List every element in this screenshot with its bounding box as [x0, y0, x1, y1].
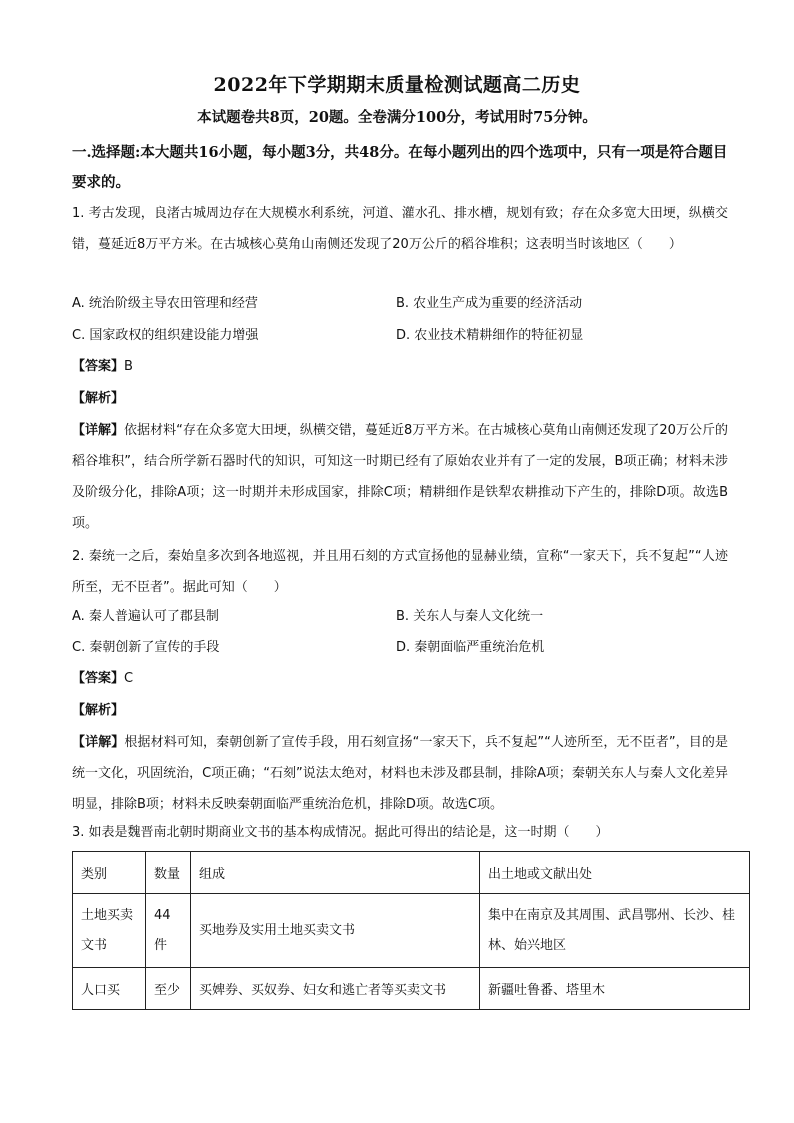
question-2-answer [72, 669, 133, 689]
question-1-option-d: D. 农业技术精耕细作的特征初显 [396, 328, 584, 343]
table-header-row [73, 852, 750, 894]
question-2-option-d: D. 秦朝面临严重统治危机 [396, 640, 545, 655]
question-1-option-a: A. 统治阶级主导农田管理和经营 [72, 296, 258, 311]
page-subtitle: 本试题卷共8页，20题。全卷满分100分，考试用时75分钟。 [197, 109, 597, 126]
detail-label: 【详解】 [72, 423, 125, 438]
table-row [73, 894, 750, 968]
table-header-cell: 组成 [191, 852, 480, 894]
answer-label: 【答案】 [72, 359, 125, 374]
commerce-document-table [72, 851, 750, 1010]
page-title: 2022年下学期期末质量检测试题高二历史 [213, 74, 581, 96]
detail-text: 根据材料可知，秦朝创新了宣传手段，用石刻宣扬“一家天下，兵不复起”“人迹所至，无不臣者”，目的是统一文化，巩固统治，C项正确；“石刻”说法太绝对，材料也未涉及郡县制，排除A项；秦朝关东人与秦人文化差异明显，排除B项；材料未反映秦朝面临严重统治危机，排除D项。故选C项。 [72, 735, 728, 812]
question-2-analysis-label [72, 701, 124, 721]
table-cell: 集中在南京及其周围、武昌鄂州、长沙、桂林、始兴地区 [480, 894, 750, 968]
table-cell: 新疆吐鲁番、塔里木 [480, 968, 750, 1010]
question-2-option-c: C. 秦朝创新了宣传的手段 [72, 640, 220, 655]
question-2-stem: 2. 秦统一之后，秦始皇多次到各地巡视，并且用石刻的方式宣扬他的显赫业绩，宣称“一家天下，兵不复起”“人迹所至，无不臣者”。据此可知（ ） [72, 549, 728, 595]
table-row [73, 968, 750, 1010]
question-1-option-c: C. 国家政权的组织建设能力增强 [72, 328, 259, 343]
analysis-label: 【解析】 [72, 391, 125, 406]
detail-label: 【详解】 [72, 735, 125, 750]
question-2-option-b: B. 关东人与秦人文化统一 [396, 609, 544, 624]
table-cell: 人口买 [73, 968, 146, 1010]
table-cell: 44件 [146, 894, 191, 968]
question-1-detail [72, 415, 728, 539]
table-cell: 土地买卖文书 [73, 894, 146, 968]
table-cell: 买婢券、买奴券、妇女和逃亡者等买卖文书 [191, 968, 480, 1010]
table-cell: 至少 [146, 968, 191, 1010]
table-cell: 买地券及实用土地买卖文书 [191, 894, 480, 968]
answer-value: C [124, 671, 134, 686]
analysis-label: 【解析】 [72, 703, 125, 718]
question-3-stem: 3. 如表是魏晋南北朝时期商业文书的基本构成情况。据此可得出的结论是，这一时期（ ） [72, 825, 609, 840]
table-header-cell: 类别 [73, 852, 146, 894]
question-1-option-b: B. 农业生产成为重要的经济活动 [396, 296, 583, 311]
question-2-option-a: A. 秦人普遍认可了郡县制 [72, 609, 219, 624]
table-header-cell: 出土地或文献出处 [480, 852, 750, 894]
table-header-cell: 数量 [146, 852, 191, 894]
answer-value: B [124, 359, 133, 374]
question-1-stem: 1. 考古发现，良渚古城周边存在大规模水利系统，河道、灌水孔、排水槽，规划有致；存在众多宽大田埂，纵横交错，蔓延近8万平方米。在古城核心莫角山南侧还发现了20万公斤的稻谷堆积；这表明当时该地区（ ） [72, 206, 728, 252]
question-2-detail [72, 727, 728, 820]
answer-label: 【答案】 [72, 671, 125, 686]
question-1-answer [72, 357, 133, 377]
question-1-analysis-label [72, 389, 124, 409]
section-heading: 一.选择题:本大题共16小题，每小题3分，共48分。在每小题列出的四个选项中，只有一项是符合题目要求的。 [72, 144, 728, 191]
detail-text: 依据材料“存在众多宽大田埂，纵横交错，蔓延近8万平方米。在古城核心莫角山南侧还发现了20万公斤的稻谷堆积”，结合所学新石器时代的知识，可知这一时期已经有了原始农业并有了一定的发展，B项正确；材料未涉及阶级分化，排除A项；这一时期并未形成国家，排除C项；精耕细作是铁犁农耕推动下产生的，排除D项。故选B项。 [72, 423, 728, 531]
